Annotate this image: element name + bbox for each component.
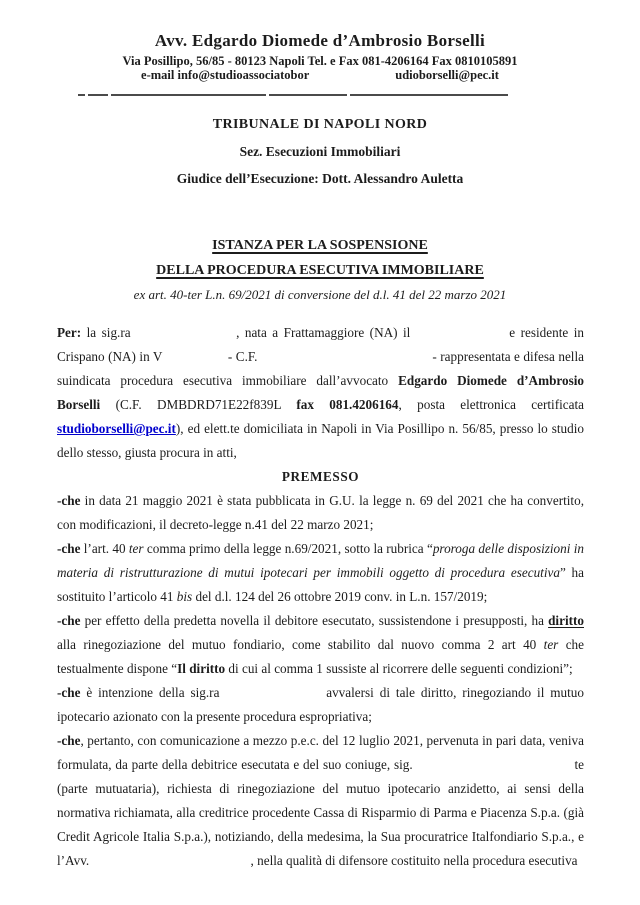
redacted-blank bbox=[136, 336, 236, 337]
text-segment: ” ha sostituito l’articolo 41 bbox=[57, 565, 584, 604]
separator-segment bbox=[350, 94, 508, 96]
text-segment: fax 081.4206164 bbox=[296, 397, 399, 412]
text-segment: Il diritto bbox=[177, 661, 226, 676]
letterhead-email-right: udioborselli@pec.it bbox=[395, 68, 499, 82]
text-segment: comma primo della legge n.69/2021, sotto la rubrica “ bbox=[143, 541, 433, 556]
text-segment: , posta elettronica certificata bbox=[398, 397, 584, 412]
text-segment: , pertanto, con comunicazione a mezzo p.e.c. del 12 luglio 2021, pervenuta in pari data, veniva formulata, da parte della debitrice esecutata e del suo coniuge, sig. bbox=[57, 733, 584, 772]
document-body bbox=[57, 321, 584, 873]
text-segment: Per: bbox=[57, 325, 82, 340]
court-judge: Giudice dell’Esecuzione: Dott. Alessandro Auletta bbox=[176, 171, 464, 186]
text-segment: PREMESSO bbox=[281, 469, 360, 484]
text-segment: che testualmente dispone “ bbox=[57, 637, 584, 676]
text-segment: in data 21 maggio 2021 è stata pubblicata in G.U. la legge n. 69 del 2021 che ha convertito, con modificazioni, il decreto-legge n.41 del 22 marzo 2021; bbox=[57, 493, 584, 532]
redacted-blank bbox=[261, 360, 429, 361]
text-segment: - C.F. bbox=[224, 349, 261, 364]
text-segment: è intenzione della sig.ra bbox=[80, 685, 226, 700]
letterhead-lawyer-name: Avv. Edgardo Diomede d’Ambrosio Borselli bbox=[154, 31, 486, 50]
redacted-blank bbox=[162, 360, 224, 361]
separator-segment bbox=[78, 94, 85, 96]
separator-segment bbox=[111, 94, 266, 96]
separator-line bbox=[78, 94, 508, 96]
text-segment: di cui al comma 1 sussiste al ricorrere delle seguenti condizioni”; bbox=[225, 661, 573, 676]
text-segment: te (parte mutuataria), richiesta di rinegoziazione del mutuo ipotecario anzidetto, ai sensi della normativa richiamata, alla creditrice procedente Cassa di Risparmio di Parma e Piacenza S.p.a. (già Credit Agricole Italia S.p.a.), notiziando, della medesima, la Sua procuratrice Italfondiario S.p.a., e l’Avv. bbox=[57, 757, 584, 868]
text-segment: - rappresentata e difesa nella suindicata procedura esecutiva immobiliare dall’avvocato bbox=[57, 349, 584, 388]
separator-segment bbox=[88, 94, 108, 96]
separator-segment bbox=[269, 94, 347, 96]
text-segment: alla rinegoziazione del mutuo fondiario, come stabilito dal nuovo comma 2 art 40 bbox=[57, 637, 544, 652]
text-segment: , nella qualità di difensore costituito nella procedura esecutiva bbox=[250, 853, 578, 868]
text-segment: la sig.ra bbox=[81, 325, 137, 340]
che-paragraph-1 bbox=[57, 489, 584, 537]
redacted-blank bbox=[225, 696, 320, 697]
premesso-heading bbox=[57, 465, 584, 489]
text-segment: -che bbox=[57, 541, 81, 556]
text-segment: diritto bbox=[548, 613, 584, 628]
document-title-text: ISTANZA PER LA SOSPENSIONE bbox=[212, 238, 428, 253]
text-segment: ter bbox=[128, 541, 144, 556]
text-segment: -che bbox=[57, 733, 81, 748]
text-segment: , nata a Frattamaggiore (NA) il bbox=[236, 325, 416, 340]
per-paragraph bbox=[57, 321, 584, 465]
document-title-line1 bbox=[0, 238, 640, 254]
che-paragraph-3 bbox=[57, 609, 584, 681]
redacted-blank bbox=[93, 864, 251, 865]
text-segment: del d.l. 124 del 26 ottobre 2019 conv. in L.n. 157/2019; bbox=[192, 589, 488, 604]
che-paragraph-4 bbox=[57, 681, 584, 729]
che-paragraph-2 bbox=[57, 537, 584, 609]
letterhead-address-line: Via Posillipo, 56/85 - 80123 Napoli Tel. e Fax 081-4206164 Fax 0810105891 bbox=[122, 54, 518, 68]
text-segment: Edgardo Diomede d’Ambrosio Borselli bbox=[57, 373, 584, 412]
text-segment: proroga delle disposizioni in materia di ristrutturazione di mutui ipotecari per immobili oggetto di procedura esecutiva bbox=[57, 541, 584, 580]
redacted-blank bbox=[416, 768, 574, 769]
court-section: Sez. Esecuzioni Immobiliari bbox=[239, 144, 401, 159]
text-segment: ), ed elett.te domiciliata in Napoli in Via Posillipo n. 56/85, presso lo studio dello stesso, giusta procura in atti, bbox=[57, 421, 584, 460]
document-title-text: DELLA PROCEDURA ESECUTIVA IMMOBILIARE bbox=[156, 263, 484, 278]
che-paragraph-5 bbox=[57, 729, 584, 873]
letterhead-email-line bbox=[0, 68, 640, 83]
text-segment: -che bbox=[57, 613, 81, 628]
court-name: TRIBUNALE DI NAPOLI NORD bbox=[212, 117, 428, 132]
text-segment: avvalersi di tale diritto, rinegoziando il mutuo ipotecario azionato con la presente procedura espropriativa; bbox=[57, 685, 584, 724]
text-segment: per effetto della predetta novella il debitore esecutato, sussistendone i presupposti, ha bbox=[80, 613, 549, 628]
redacted-blank bbox=[416, 336, 504, 337]
text-segment: bis bbox=[176, 589, 193, 604]
pec-email-link[interactable]: studioborselli@pec.it bbox=[57, 421, 176, 436]
text-segment: -che bbox=[57, 685, 81, 700]
letterhead-email-left: e-mail info@studioassociatobor bbox=[141, 68, 310, 82]
text-segment: l’art. 40 bbox=[80, 541, 129, 556]
text-segment: ter bbox=[543, 637, 559, 652]
text-segment: (C.F. DMBDRD71E22f839L bbox=[100, 397, 297, 412]
document-subtitle: ex art. 40-ter L.n. 69/2021 di conversione del d.l. 41 del 22 marzo 2021 bbox=[133, 287, 507, 302]
document-title-line2 bbox=[0, 263, 640, 279]
text-segment: -che bbox=[57, 493, 81, 508]
text-segment: e residente in Crispano (NA) in V bbox=[57, 325, 584, 364]
